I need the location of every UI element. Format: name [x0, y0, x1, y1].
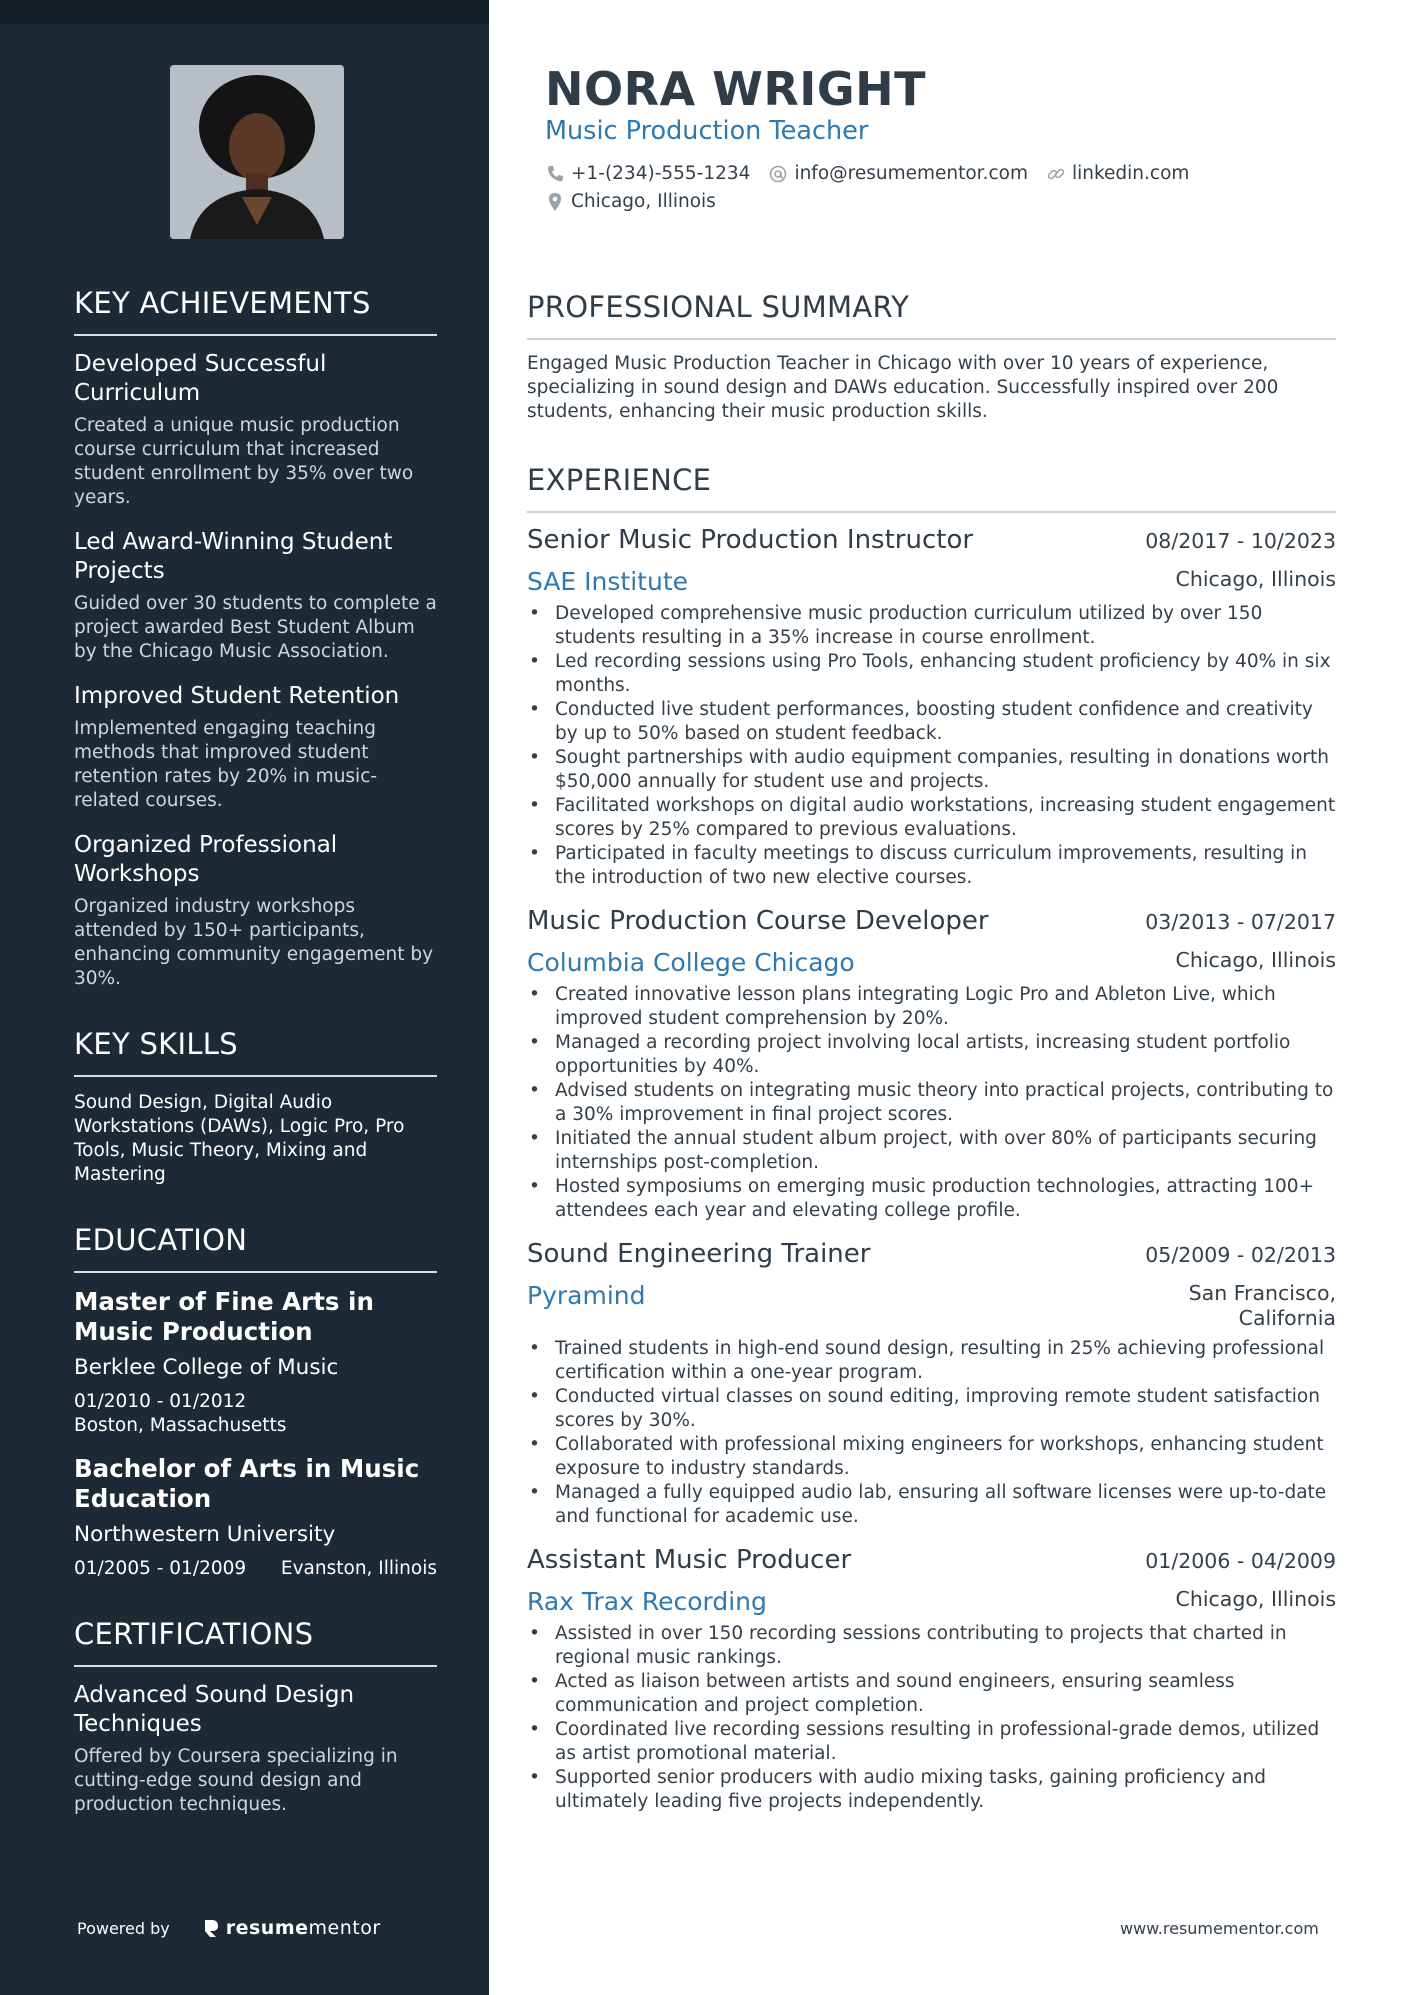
bullet-item: • Supported senior producers with audio mixing tasks, gaining proficiency and ultimately leading five projects independently. [527, 1766, 1336, 1814]
sidebar-content [74, 286, 437, 1853]
bullet-item: • Acted as liaison between artists and sound engineers, ensuring seamless communication and project completion. [527, 1670, 1336, 1718]
bullet-item: • Led recording sessions using Pro Tools, enhancing student proficiency by 40% in six months. [527, 650, 1336, 698]
education-degree: Master of Fine Arts in Music Production [74, 1287, 374, 1346]
experience-dates: 03/2013 - 07/2017 [1145, 910, 1336, 934]
experience-role: Music Production Course Developer [527, 906, 989, 936]
summary-text: Engaged Music Production Teacher in Chicago with over 10 years of experience, specializing in sound design and DAWs education. Successfully inspired over 200 students, enhancing their music production skills. [527, 353, 1279, 422]
bullet-item: • Sought partnerships with audio equipment companies, resulting in donations worth $50,000 annually for student use and projects. [527, 746, 1336, 794]
achievement-title: Led Award-Winning Student Projects [74, 529, 393, 584]
certification-item [74, 1681, 437, 1817]
experience-role: Sound Engineering Trainer [527, 1239, 871, 1269]
achievement-title: Developed Successful Curriculum [74, 351, 327, 406]
bullet-item: • Conducted virtual classes on sound editing, improving remote student satisfaction scores by 30%. [527, 1385, 1336, 1433]
profile-photo-illustration [170, 65, 344, 239]
experience-subheader [527, 1281, 1336, 1331]
brand-logo[interactable] [202, 1917, 381, 1939]
experience-dates: 05/2009 - 02/2013 [1145, 1243, 1336, 1267]
experience-subheader [527, 948, 1336, 977]
sidebar-top-bar [0, 0, 489, 24]
experience-location: Chicago, Illinois [1175, 567, 1336, 591]
bullet-item: • Facilitated workshops on digital audio workstations, increasing student engagement scores by 25% compared to previous evaluations. [527, 794, 1336, 842]
experience-location: Chicago, Illinois [1175, 1587, 1336, 1611]
experience-bullets [527, 602, 1336, 890]
at-sign-icon [768, 164, 788, 184]
footer-website-link[interactable]: www.resumementor.com [1120, 1919, 1319, 1938]
achievement-text: Guided over 30 students to complete a project awarded Best Student Album by the Chicago Music Association. [74, 593, 437, 662]
bullet-item: • Advised students on integrating music theory into practical projects, contributing to a 30% improvement in final project scores. [527, 1079, 1336, 1127]
experience-subheader [527, 567, 1336, 596]
education-meta [74, 1557, 437, 1581]
experience-item [527, 1545, 1336, 1814]
experience-item [527, 1239, 1336, 1529]
phone-icon [545, 164, 565, 184]
education-heading: EDUCATION [74, 1223, 437, 1273]
education-dates: 01/2010 - 01/2012 [74, 1391, 247, 1412]
experience-bullets [527, 983, 1336, 1223]
education-dates: 01/2005 - 01/2009 [74, 1558, 247, 1579]
bullet-item: • Conducted live student performances, boosting student confidence and creativity by up to 50% based on student feedback. [527, 698, 1336, 746]
education-location: Evanston, Illinois [280, 1558, 437, 1579]
contact-location [545, 191, 716, 212]
powered-by [77, 1917, 381, 1939]
skills-list: Sound Design, Digital Audio Workstations (DAWs), Logic Pro, Pro Tools, Music Theory, Mixing and Mastering [74, 1092, 405, 1185]
education-location: Boston, Massachusetts [74, 1415, 287, 1436]
key-achievements-heading: KEY ACHIEVEMENTS [74, 286, 437, 336]
experience-location: San Francisco, California [1188, 1281, 1336, 1330]
achievement-item [74, 528, 437, 664]
achievement-text: Implemented engaging teaching methods that improved student retention rates by 20% in music-related courses. [74, 718, 378, 811]
key-skills-heading: KEY SKILLS [74, 1027, 437, 1077]
experience-header [527, 525, 1336, 555]
experience-subheader [527, 1587, 1336, 1616]
candidate-title: Music Production Teacher [545, 116, 869, 146]
contact-info [545, 163, 1305, 219]
experience-location: Chicago, Illinois [1175, 948, 1336, 972]
certification-title: Advanced Sound Design Techniques [74, 1682, 355, 1737]
key-achievements-section [74, 286, 437, 991]
bullet-item: • Participated in faculty meetings to discuss curriculum improvements, resulting in the introduction of two new elective courses. [527, 842, 1336, 890]
resumementor-logo-icon [202, 1918, 220, 1938]
education-school: Northwestern University [74, 1522, 336, 1547]
education-meta [74, 1390, 437, 1438]
bullet-item: • Trained students in high-end sound design, resulting in 25% achieving professional certification within a one-year program. [527, 1337, 1336, 1385]
certifications-section [74, 1617, 437, 1817]
contact-linkedin[interactable] [1046, 163, 1189, 184]
experience-bullets [527, 1337, 1336, 1529]
linkedin-text: linkedin.com [1071, 163, 1190, 184]
achievement-title: Improved Student Retention [74, 683, 400, 709]
candidate-name: NORA WRIGHT [545, 62, 927, 116]
location-pin-icon [545, 192, 565, 212]
experience-company: Columbia College Chicago [527, 948, 855, 977]
contact-row [545, 191, 1305, 212]
experience-heading: EXPERIENCE [527, 463, 1336, 513]
achievement-item [74, 831, 437, 991]
experience-header [527, 1545, 1336, 1575]
sidebar [0, 0, 489, 1995]
achievement-item [74, 350, 437, 510]
powered-by-label: Powered by [77, 1918, 170, 1938]
education-section [74, 1223, 437, 1581]
experience-header [527, 1239, 1336, 1269]
certification-text: Offered by Coursera specializing in cutting-edge sound design and production techniques. [74, 1746, 398, 1815]
achievement-text: Created a unique music production course curriculum that increased student enrollment by 35% over two years. [74, 415, 414, 508]
achievement-title: Organized Professional Workshops [74, 832, 338, 887]
email-text: info@resumementor.com [794, 163, 1028, 184]
achievement-text: Organized industry workshops attended by 150+ participants, enhancing community engagement by 30%. [74, 896, 434, 989]
experience-dates: 01/2006 - 04/2009 [1145, 1549, 1336, 1573]
brand-name-bold: resume [225, 1917, 309, 1939]
experience-role: Senior Music Production Instructor [527, 525, 974, 555]
contact-phone[interactable] [545, 163, 750, 184]
summary-section [527, 290, 1336, 424]
experience-company: SAE Institute [527, 567, 688, 596]
education-school: Berklee College of Music [74, 1355, 339, 1380]
brand-name-rest: mentor [308, 1917, 381, 1939]
bullet-item: • Coordinated live recording sessions resulting in professional-grade demos, utilized as artist promotional material. [527, 1718, 1336, 1766]
education-degree: Bachelor of Arts in Music Education [74, 1454, 420, 1513]
bullet-item: • Collaborated with professional mixing engineers for workshops, enhancing student exposure to industry standards. [527, 1433, 1336, 1481]
summary-heading: PROFESSIONAL SUMMARY [527, 290, 1336, 340]
experience-item [527, 906, 1336, 1223]
profile-photo [170, 65, 344, 239]
bullet-item: • Hosted symposiums on emerging music production technologies, attracting 100+ attendees each year and elevating college profile. [527, 1175, 1336, 1223]
bullet-item: • Managed a recording project involving local artists, increasing student portfolio opportunities by 40%. [527, 1031, 1336, 1079]
education-item [74, 1454, 437, 1581]
bullet-item: • Created innovative lesson plans integrating Logic Pro and Ableton Live, which improved student comprehension by 20%. [527, 983, 1336, 1031]
certifications-heading: CERTIFICATIONS [74, 1617, 437, 1667]
contact-email[interactable] [768, 163, 1028, 184]
phone-text: +1-(234)-555-1234 [571, 163, 751, 184]
experience-company: Pyramind [527, 1281, 646, 1310]
key-skills-section [74, 1027, 437, 1187]
experience-role: Assistant Music Producer [527, 1545, 852, 1575]
experience-dates: 08/2017 - 10/2023 [1145, 529, 1336, 553]
bullet-item: • Initiated the annual student album project, with over 80% of participants securing internships post-completion. [527, 1127, 1336, 1175]
link-icon [1046, 164, 1066, 184]
experience-company: Rax Trax Recording [527, 1587, 767, 1616]
education-item [74, 1287, 437, 1438]
experience-section [527, 463, 1336, 1814]
achievement-item [74, 682, 437, 813]
bullet-item: • Managed a fully equipped audio lab, ensuring all software licenses were up-to-date and functional for academic use. [527, 1481, 1336, 1529]
experience-header [527, 906, 1336, 936]
bullet-item: • Assisted in over 150 recording sessions contributing to projects that charted in regional music rankings. [527, 1622, 1336, 1670]
experience-item [527, 525, 1336, 890]
contact-row [545, 163, 1305, 184]
experience-bullets [527, 1622, 1336, 1814]
bullet-item: • Developed comprehensive music production curriculum utilized by over 150 students resulting in a 35% increase in course enrollment. [527, 602, 1336, 650]
location-text: Chicago, Illinois [571, 191, 716, 212]
